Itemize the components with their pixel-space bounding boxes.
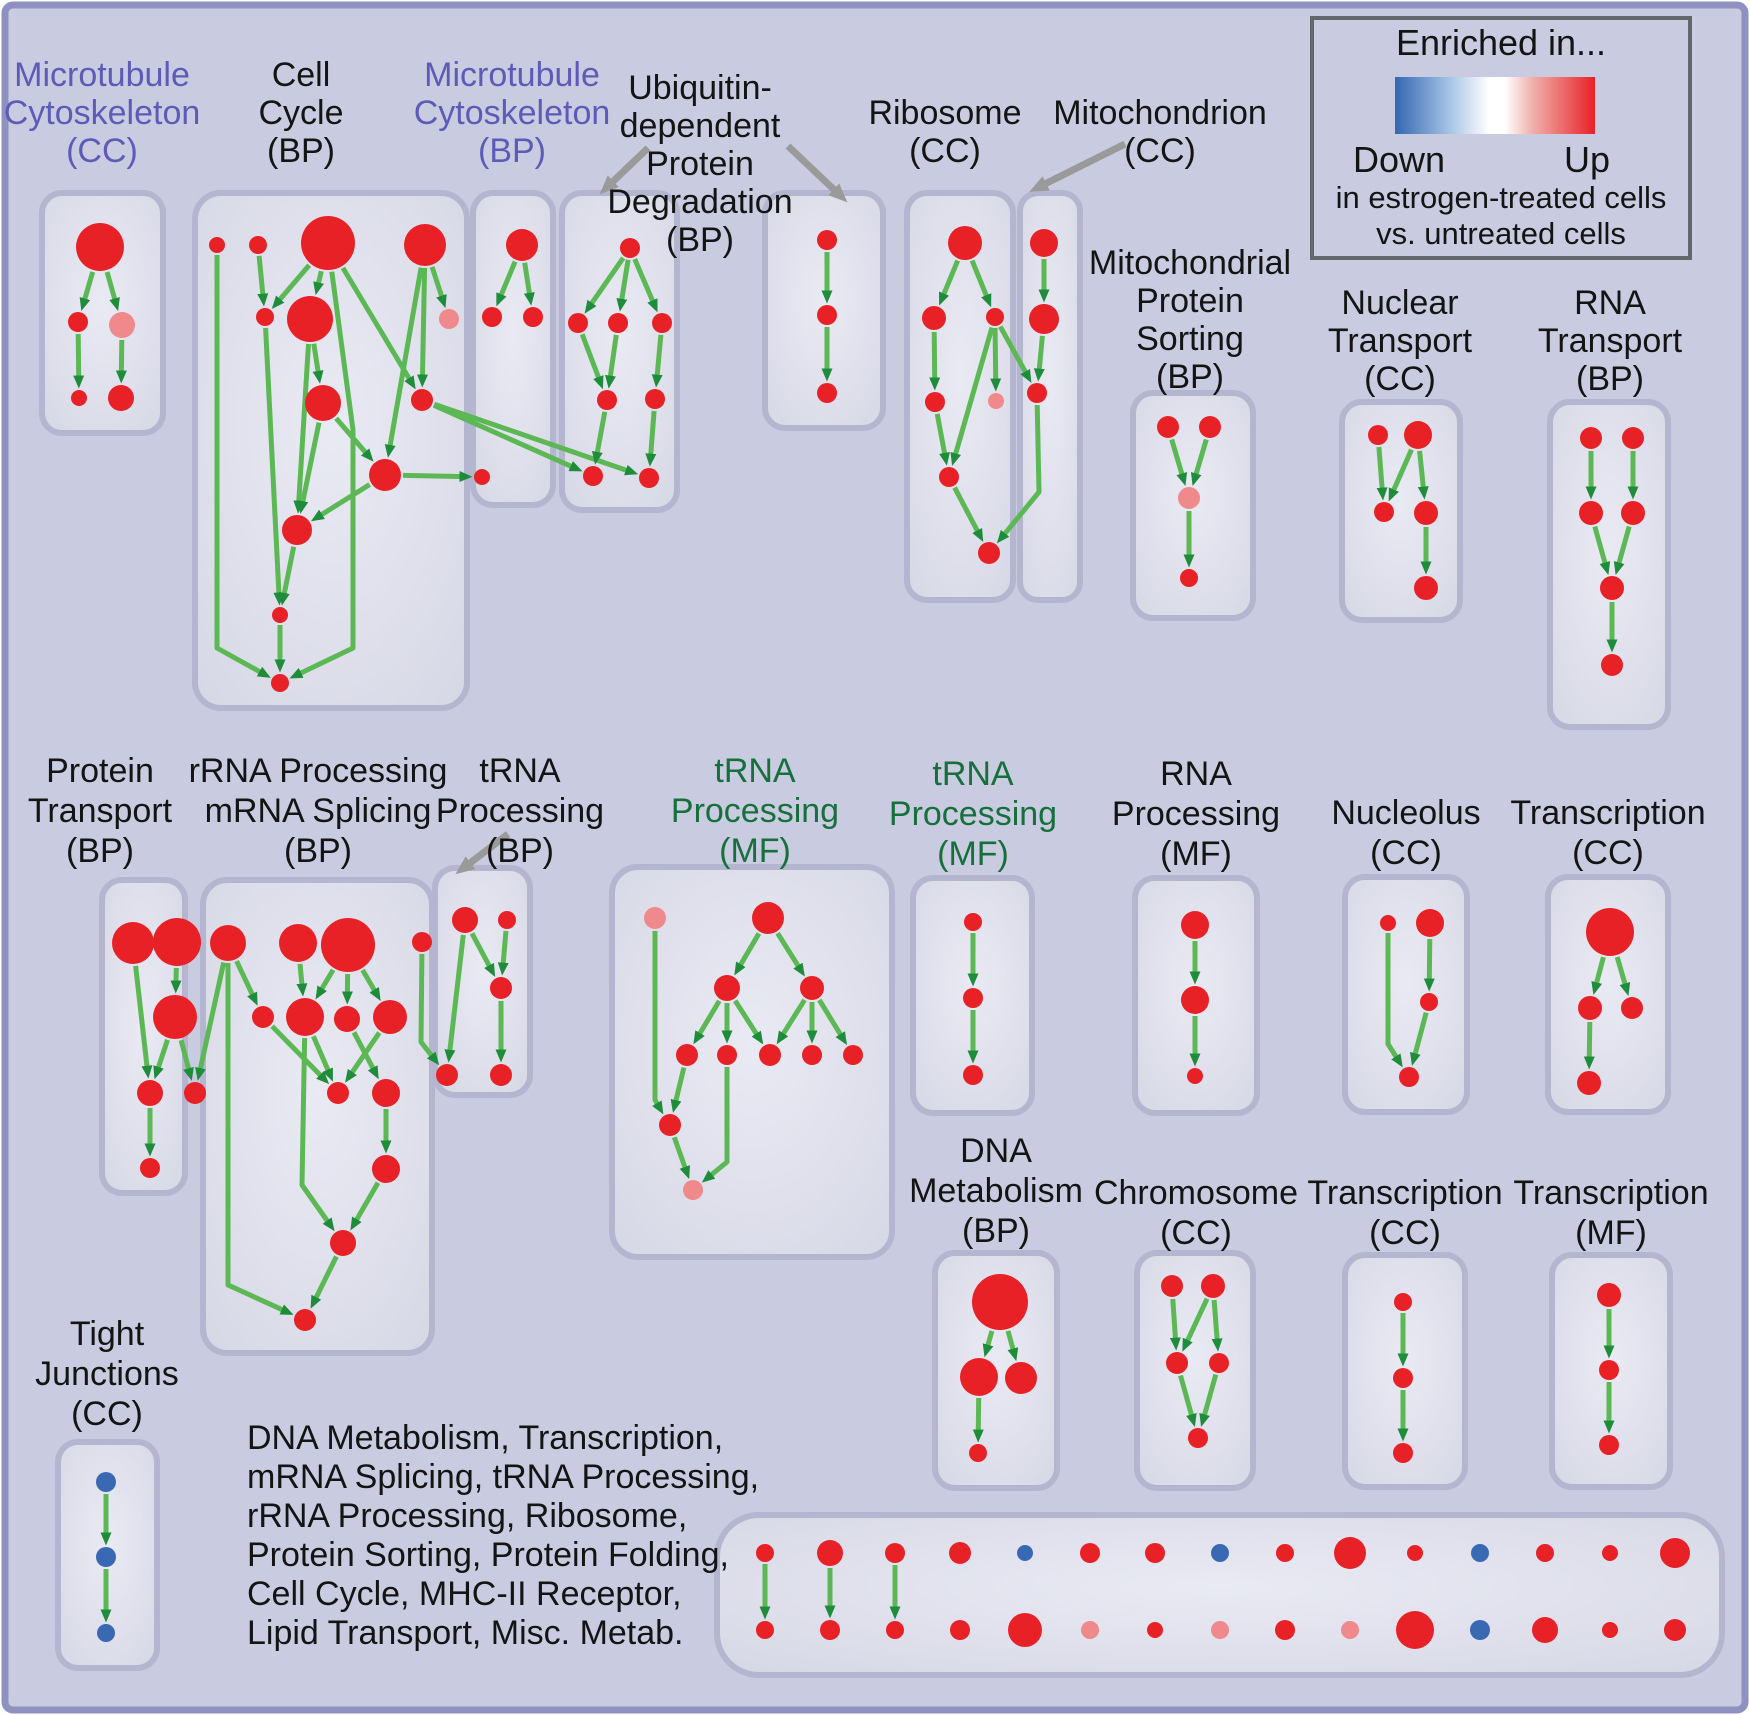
node-d1 <box>817 230 837 250</box>
edge-ch2-ch4 <box>1214 1300 1217 1339</box>
node-rb4 <box>925 392 945 412</box>
node-bb13 <box>1532 1617 1558 1643</box>
node-ch1 <box>1161 1275 1183 1297</box>
node-t4 <box>1621 501 1645 525</box>
node-u7 <box>583 466 603 486</box>
label-cell-cycle: Cell Cycle (BP) <box>258 56 344 170</box>
label-rna-transport: RNA Transport (BP) <box>1537 284 1683 398</box>
node-p4 <box>1180 569 1198 587</box>
label-microtubule-bp: Microtubule Cytoskeleton (BP) <box>413 56 611 170</box>
node-y3 <box>1393 1443 1413 1463</box>
node-dm1 <box>972 1274 1028 1330</box>
node-rb2 <box>922 306 946 330</box>
label-ubiquitin: Ubiquitin-dependent Protein Degradation (BP) <box>607 69 793 259</box>
node-tb3 <box>490 977 512 999</box>
node-r12 <box>330 1230 356 1256</box>
node-m4 <box>474 469 490 485</box>
edge-r2-r6 <box>300 964 302 984</box>
node-bt11 <box>1407 1545 1423 1561</box>
label-mitochondrion: Mitochondrion (CC) <box>1053 94 1267 170</box>
node-r8 <box>373 1000 407 1034</box>
node-rb5 <box>988 393 1004 409</box>
node-bb4 <box>950 1620 970 1640</box>
node-bb15 <box>1664 1619 1686 1641</box>
node-m3 <box>523 307 543 327</box>
label-tight-junctions: Tight Junctions (CC) <box>35 1315 179 1433</box>
node-t2 <box>1622 427 1644 449</box>
node-bt15 <box>1660 1538 1690 1568</box>
node-tj2 <box>96 1547 116 1567</box>
node-tb4 <box>436 1064 458 1086</box>
node-u3 <box>608 313 628 333</box>
node-a3 <box>109 312 135 338</box>
node-g7 <box>759 1044 781 1066</box>
node-ch3 <box>1166 1352 1188 1374</box>
label-trna-processing-bp: tRNA Processing (BP) <box>435 752 605 870</box>
node-u2 <box>568 313 588 333</box>
node-d3 <box>817 383 837 403</box>
node-rb6 <box>939 467 959 487</box>
edge-tc2-tc4 <box>1589 1022 1590 1057</box>
node-nl4 <box>1399 1067 1419 1087</box>
node-n2 <box>1404 421 1432 449</box>
node-z1 <box>1597 1283 1621 1307</box>
node-tc3 <box>1621 997 1643 1019</box>
node-c12 <box>272 607 288 623</box>
legend-gradient-bar <box>1395 77 1595 134</box>
node-tc2 <box>1578 996 1602 1020</box>
node-tc1 <box>1586 908 1634 956</box>
node-p2 <box>1199 416 1221 438</box>
node-bt8 <box>1211 1544 1229 1562</box>
legend-caption-line1: in estrogen-treated cells <box>1335 180 1667 215</box>
node-t3 <box>1579 501 1603 525</box>
label-nuclear-transport: Nuclear Transport (CC) <box>1327 284 1473 398</box>
node-q1 <box>1181 911 1209 939</box>
node-mt2 <box>1029 304 1059 334</box>
node-t6 <box>1601 654 1623 676</box>
node-g5 <box>676 1044 698 1066</box>
node-mt3 <box>1027 383 1047 403</box>
node-g9 <box>843 1045 863 1065</box>
node-c10 <box>369 459 401 491</box>
cluster-box-misc-group <box>717 1515 1722 1675</box>
node-c8 <box>305 385 341 421</box>
node-n4 <box>1414 501 1438 525</box>
node-bt13 <box>1536 1544 1554 1562</box>
label-trna-processing-mf-1: tRNA Processing (MF) <box>670 752 840 870</box>
label-nucleolus: Nucleolus (CC) <box>1331 794 1481 872</box>
node-bb7 <box>1147 1622 1163 1638</box>
node-c1 <box>209 237 225 253</box>
node-a1 <box>76 223 124 271</box>
node-bt3 <box>885 1543 905 1563</box>
node-s2 <box>963 988 983 1008</box>
node-bt4 <box>949 1542 971 1564</box>
node-c9 <box>411 389 433 411</box>
node-ch5 <box>1188 1428 1208 1448</box>
label-mito-protein-sorting: Mitochondrial Protein Sorting (BP) <box>1088 244 1292 396</box>
node-bt1 <box>756 1544 774 1562</box>
label-ribosome: Ribosome (CC) <box>868 94 1022 170</box>
node-u5 <box>597 390 617 410</box>
node-pt6 <box>140 1158 160 1178</box>
node-c7 <box>439 309 459 329</box>
node-r2 <box>279 924 317 962</box>
node-c11 <box>282 515 312 545</box>
edge-c3-c6 <box>319 271 322 283</box>
node-bt12 <box>1471 1544 1489 1562</box>
node-c2 <box>249 236 267 254</box>
node-t1 <box>1580 427 1602 449</box>
node-r6 <box>286 998 324 1036</box>
node-tb5 <box>490 1064 512 1086</box>
node-bb5 <box>1008 1613 1042 1647</box>
edge-c10-m4 <box>403 475 460 476</box>
node-s1 <box>964 913 982 931</box>
node-r5 <box>252 1006 274 1028</box>
node-d2 <box>817 305 837 325</box>
node-s3 <box>963 1065 983 1085</box>
node-c6 <box>287 296 333 342</box>
label-transcription-cc-row3: Transcription (CC) <box>1307 1174 1503 1252</box>
node-c4 <box>404 224 446 266</box>
node-r3 <box>321 918 375 972</box>
edge-g1-g10 <box>655 931 657 1104</box>
label-misc-list: DNA Metabolism, Transcription, mRNA Splicing, tRNA Processing, rRNA Processing, Ribosome, Protein Sorting, Protein Folding, Cell Cycle, MHC-II Receptor, Lipid Transport, Misc. Metab. <box>247 1419 760 1652</box>
node-a2 <box>68 312 88 332</box>
node-bt5 <box>1017 1545 1033 1561</box>
cluster-box-trna-processing-bp <box>435 868 530 1095</box>
node-g2 <box>752 902 784 934</box>
node-bb2 <box>820 1620 840 1640</box>
node-bb10 <box>1341 1621 1359 1639</box>
edge-u6-u8 <box>651 411 654 454</box>
node-bb9 <box>1275 1620 1295 1640</box>
node-r10 <box>372 1079 400 1107</box>
node-r7 <box>334 1006 360 1032</box>
legend-title: Enriched in... <box>1395 22 1607 63</box>
label-dna-metabolism: DNA Metabolism (BP) <box>909 1132 1083 1250</box>
node-y1 <box>1394 1293 1412 1311</box>
node-bb11 <box>1396 1611 1434 1649</box>
node-nl1 <box>1380 915 1396 931</box>
node-u1 <box>620 238 640 258</box>
edge-rb2-rb4 <box>934 332 935 378</box>
node-r13 <box>294 1309 316 1331</box>
label-protein-transport: Protein Transport (BP) <box>27 752 173 870</box>
node-p3 <box>1178 487 1200 509</box>
legend-caption-line2: vs. untreated cells <box>1376 216 1626 251</box>
edge-tb2-tb3 <box>503 931 506 963</box>
node-c13 <box>271 674 289 692</box>
label-rna-processing-mf: RNA Processing (MF) <box>1111 755 1281 873</box>
node-p1 <box>1157 416 1179 438</box>
legend-up-label: Up <box>1563 139 1611 180</box>
legend-down-label: Down <box>1352 139 1446 180</box>
node-bb14 <box>1602 1622 1618 1638</box>
node-n1 <box>1368 425 1388 445</box>
node-u6 <box>645 389 665 409</box>
node-n3 <box>1374 502 1394 522</box>
node-bb12 <box>1470 1620 1490 1640</box>
node-t5 <box>1600 576 1624 600</box>
node-bb1 <box>756 1621 774 1639</box>
node-pt2 <box>153 918 201 966</box>
node-bb3 <box>886 1621 904 1639</box>
cluster-box-chromosome <box>1137 1253 1253 1488</box>
node-q2 <box>1181 986 1209 1014</box>
edge-c4-c9 <box>423 268 425 375</box>
node-bt9 <box>1276 1544 1294 1562</box>
cluster-box-rna-transport <box>1550 402 1668 727</box>
node-n5 <box>1414 576 1438 600</box>
node-bt2 <box>817 1540 843 1566</box>
edge-n1-n3 <box>1379 447 1382 488</box>
node-g11 <box>683 1180 703 1200</box>
node-pt4 <box>137 1080 163 1106</box>
edge-nl2-nl3 <box>1429 939 1430 979</box>
node-tj3 <box>97 1624 115 1642</box>
node-tc4 <box>1577 1071 1601 1095</box>
node-z3 <box>1599 1435 1619 1455</box>
node-dm4 <box>969 1444 987 1462</box>
node-tb2 <box>498 911 516 929</box>
node-bt14 <box>1602 1545 1618 1561</box>
node-g10 <box>659 1114 681 1136</box>
edge-a2-a4 <box>78 334 79 376</box>
node-pt3 <box>153 995 197 1039</box>
node-rb7 <box>978 542 1000 564</box>
node-mt1 <box>1030 229 1058 257</box>
node-r1 <box>210 925 246 961</box>
node-bb8 <box>1211 1621 1229 1639</box>
node-nl2 <box>1416 909 1444 937</box>
node-g6 <box>717 1045 737 1065</box>
node-pt5 <box>184 1082 206 1104</box>
node-g4 <box>800 976 824 1000</box>
node-dm3 <box>1005 1362 1037 1394</box>
node-g3 <box>714 975 740 1001</box>
node-m1 <box>506 229 538 261</box>
node-r9 <box>327 1082 349 1104</box>
node-tj1 <box>96 1472 116 1492</box>
node-dm2 <box>960 1358 998 1396</box>
node-pt1 <box>112 922 154 964</box>
node-y2 <box>1393 1368 1413 1388</box>
node-c3 <box>301 216 355 270</box>
node-bt10 <box>1334 1537 1366 1569</box>
label-chromosome: Chromosome (CC) <box>1093 1174 1299 1252</box>
node-tb1 <box>452 907 478 933</box>
node-z2 <box>1599 1360 1619 1380</box>
cluster-box-nuclear-transport <box>1342 402 1460 620</box>
node-a5 <box>108 385 134 411</box>
edge-ch1-ch3 <box>1173 1299 1176 1338</box>
node-bb6 <box>1081 1621 1099 1639</box>
label-trna-processing-mf-2: tRNA Processing (MF) <box>888 755 1058 873</box>
edge-rb3-rb5 <box>995 328 996 379</box>
edge-mt2-mt3 <box>1039 336 1042 369</box>
node-bt7 <box>1145 1543 1165 1563</box>
node-nl3 <box>1420 993 1438 1011</box>
node-rb1 <box>948 226 982 260</box>
node-c5 <box>256 308 274 326</box>
node-a4 <box>71 390 87 406</box>
node-ch2 <box>1201 1274 1225 1298</box>
node-u8 <box>639 468 659 488</box>
node-ch4 <box>1209 1353 1229 1373</box>
node-u4 <box>652 313 672 333</box>
node-r11 <box>372 1155 400 1183</box>
node-r4 <box>412 932 432 952</box>
label-transcription-cc-row2: Transcription (CC) <box>1510 794 1706 872</box>
label-transcription-mf: Transcription (MF) <box>1513 1174 1709 1252</box>
node-g8 <box>802 1045 822 1065</box>
node-g1 <box>644 907 666 929</box>
node-m2 <box>482 307 502 327</box>
label-rrna-processing: rRNA Processing mRNA Splicing (BP) <box>188 752 448 870</box>
node-bt6 <box>1080 1543 1100 1563</box>
node-rb3 <box>986 308 1004 326</box>
label-microtubule-cc: Microtubule Cytoskeleton (CC) <box>3 56 201 170</box>
node-q3 <box>1187 1068 1203 1084</box>
